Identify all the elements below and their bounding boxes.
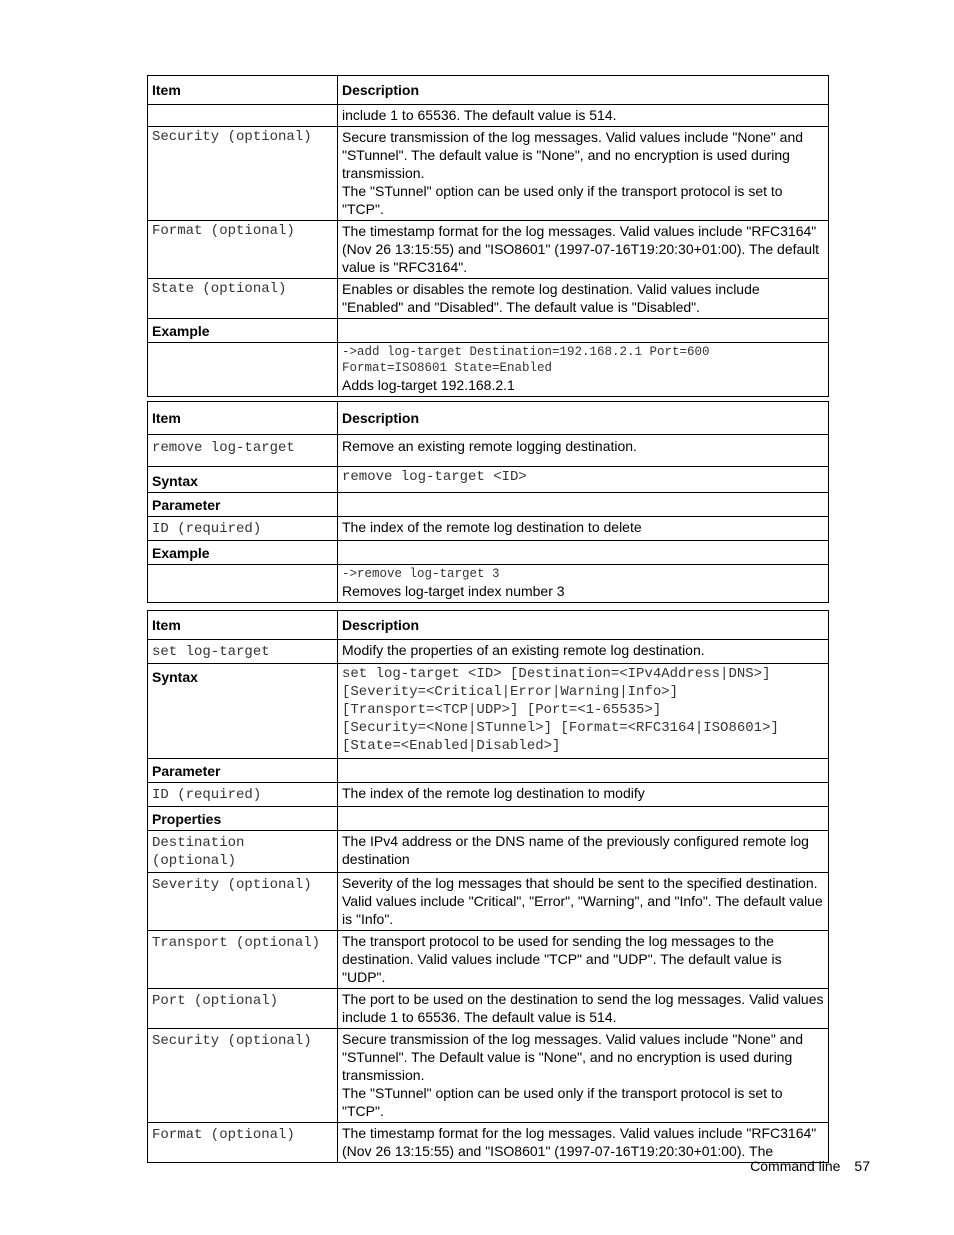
syntax-label: Syntax <box>148 664 338 759</box>
command-row <box>148 435 829 467</box>
table-header-row <box>148 611 829 640</box>
parameter-label: Parameter <box>148 759 338 783</box>
command-name: set log-target <box>148 640 338 664</box>
property-item: Transport (optional) <box>148 931 338 989</box>
table-row <box>148 989 829 1029</box>
command-description: Modify the properties of an existing remote log destination. <box>338 640 829 664</box>
description-note: The "STunnel" option can be used only if the transport protocol is set to "TCP". <box>342 1085 783 1119</box>
example-text: Removes log-target index number 3 <box>342 583 565 599</box>
empty-cell <box>338 807 829 831</box>
header-item: Item <box>148 76 338 105</box>
section-row-parameter <box>148 759 829 783</box>
example-row <box>148 565 829 603</box>
section-row-properties <box>148 807 829 831</box>
table-row <box>148 873 829 931</box>
property-description <box>338 1029 829 1123</box>
empty-cell <box>338 319 829 343</box>
table-row <box>148 127 829 221</box>
param-item: ID (required) <box>148 783 338 807</box>
example-cell <box>338 565 829 603</box>
add-log-target-table-continued <box>147 75 829 397</box>
property-description: Severity of the log messages that should be sent to the specified destination. Valid values include "Critical", "Error", "Warning", and "Info". The default value is "Info". <box>338 873 829 931</box>
table-row <box>148 831 829 873</box>
param-description: The index of the remote log destination to delete <box>338 517 829 541</box>
command-description: Remove an existing remote logging destination. <box>338 435 829 467</box>
page-number: 57 <box>854 1158 870 1174</box>
table-row <box>148 105 829 127</box>
empty-cell <box>338 493 829 517</box>
property-item: Severity (optional) <box>148 873 338 931</box>
command-name: remove log-target <box>148 435 338 467</box>
header-description: Description <box>338 76 829 105</box>
property-item: Destination (optional) <box>148 831 338 873</box>
row-item: State (optional) <box>148 279 338 319</box>
header-description: Description <box>338 402 829 435</box>
header-item: Item <box>148 402 338 435</box>
example-row <box>148 343 829 397</box>
properties-label: Properties <box>148 807 338 831</box>
table-header-row <box>148 76 829 105</box>
row-item <box>148 105 338 127</box>
page-footer <box>750 1158 870 1174</box>
row-item: Format (optional) <box>148 221 338 279</box>
table-row <box>148 1123 829 1163</box>
syntax-row <box>148 467 829 493</box>
syntax-text: remove log-target <ID> <box>338 467 829 493</box>
table-header-row <box>148 402 829 435</box>
description-text: Secure transmission of the log messages. Valid values include "None" and "STunnel". The default value is "None", and no encryption is used during transmission. <box>342 129 804 181</box>
description-note: The "STunnel" option can be used only if the transport protocol is set to "TCP". <box>342 183 783 217</box>
description-text: Secure transmission of the log messages. Valid values include "None" and "STunnel". The Default value is "None", and no encryption is used during transmission. <box>342 1031 804 1083</box>
table-row <box>148 517 829 541</box>
empty-cell <box>338 759 829 783</box>
remove-log-target-table <box>147 401 829 603</box>
property-item: Format (optional) <box>148 1123 338 1163</box>
property-description: The transport protocol to be used for sending the log messages to the destination. Valid values include "TCP" and "UDP". The default value is "UDP". <box>338 931 829 989</box>
syntax-row <box>148 664 829 759</box>
param-description: The index of the remote log destination to modify <box>338 783 829 807</box>
empty-cell <box>338 541 829 565</box>
row-description <box>338 127 829 221</box>
section-row-example <box>148 541 829 565</box>
property-description: The IPv4 address or the DNS name of the previously configured remote log destination <box>338 831 829 873</box>
section-row-parameter <box>148 493 829 517</box>
empty-cell <box>148 565 338 603</box>
row-item: Security (optional) <box>148 127 338 221</box>
property-item: Port (optional) <box>148 989 338 1029</box>
table-row <box>148 1029 829 1123</box>
property-description: The port to be used on the destination to send the log messages. Valid values include 1 to 65536. The default value is 514. <box>338 989 829 1029</box>
property-description: The timestamp format for the log messages. Valid values include "RFC3164" (Nov 26 13:15:55) and "ISO8601" (1997-07-16T19:20:30+01:00). The <box>338 1123 829 1163</box>
syntax-label: Syntax <box>148 467 338 493</box>
command-row <box>148 640 829 664</box>
example-text: Adds log-target 192.168.2.1 <box>342 377 515 393</box>
example-cell <box>338 343 829 397</box>
table-row <box>148 931 829 989</box>
syntax-text: set log-target <ID> [Destination=<IPv4Address|DNS>] [Severity=<Critical|Error|Warning|Info>] [Transport=<TCP|UDP>] [Port=<1-65535>] [Security=<None|STunnel>] [Format=<RFC3164|ISO8601>] [State=<Enabled|Disabled>] <box>338 664 829 759</box>
header-item: Item <box>148 611 338 640</box>
table-row <box>148 783 829 807</box>
parameter-label: Parameter <box>148 493 338 517</box>
row-description: include 1 to 65536. The default value is 514. <box>338 105 829 127</box>
section-row-example <box>148 319 829 343</box>
table-row <box>148 221 829 279</box>
property-item: Security (optional) <box>148 1029 338 1123</box>
example-label: Example <box>148 319 338 343</box>
set-log-target-table <box>147 610 829 1163</box>
example-label: Example <box>148 541 338 565</box>
row-description: Enables or disables the remote log destination. Valid values include "Enabled" and "Disabled". The default value is "Disabled". <box>338 279 829 319</box>
empty-cell <box>148 343 338 397</box>
header-description: Description <box>338 611 829 640</box>
example-code: ->remove log-target 3 <box>342 567 500 581</box>
footer-section: Command line <box>750 1158 841 1174</box>
row-description: The timestamp format for the log messages. Valid values include "RFC3164" (Nov 26 13:15:55) and "ISO8601" (1997-07-16T19:20:30+01:00). The default value is "RFC3164". <box>338 221 829 279</box>
param-item: ID (required) <box>148 517 338 541</box>
example-code: ->add log-target Destination=192.168.2.1 Port=600 Format=ISO8601 State=Enabled <box>342 345 710 375</box>
table-row <box>148 279 829 319</box>
